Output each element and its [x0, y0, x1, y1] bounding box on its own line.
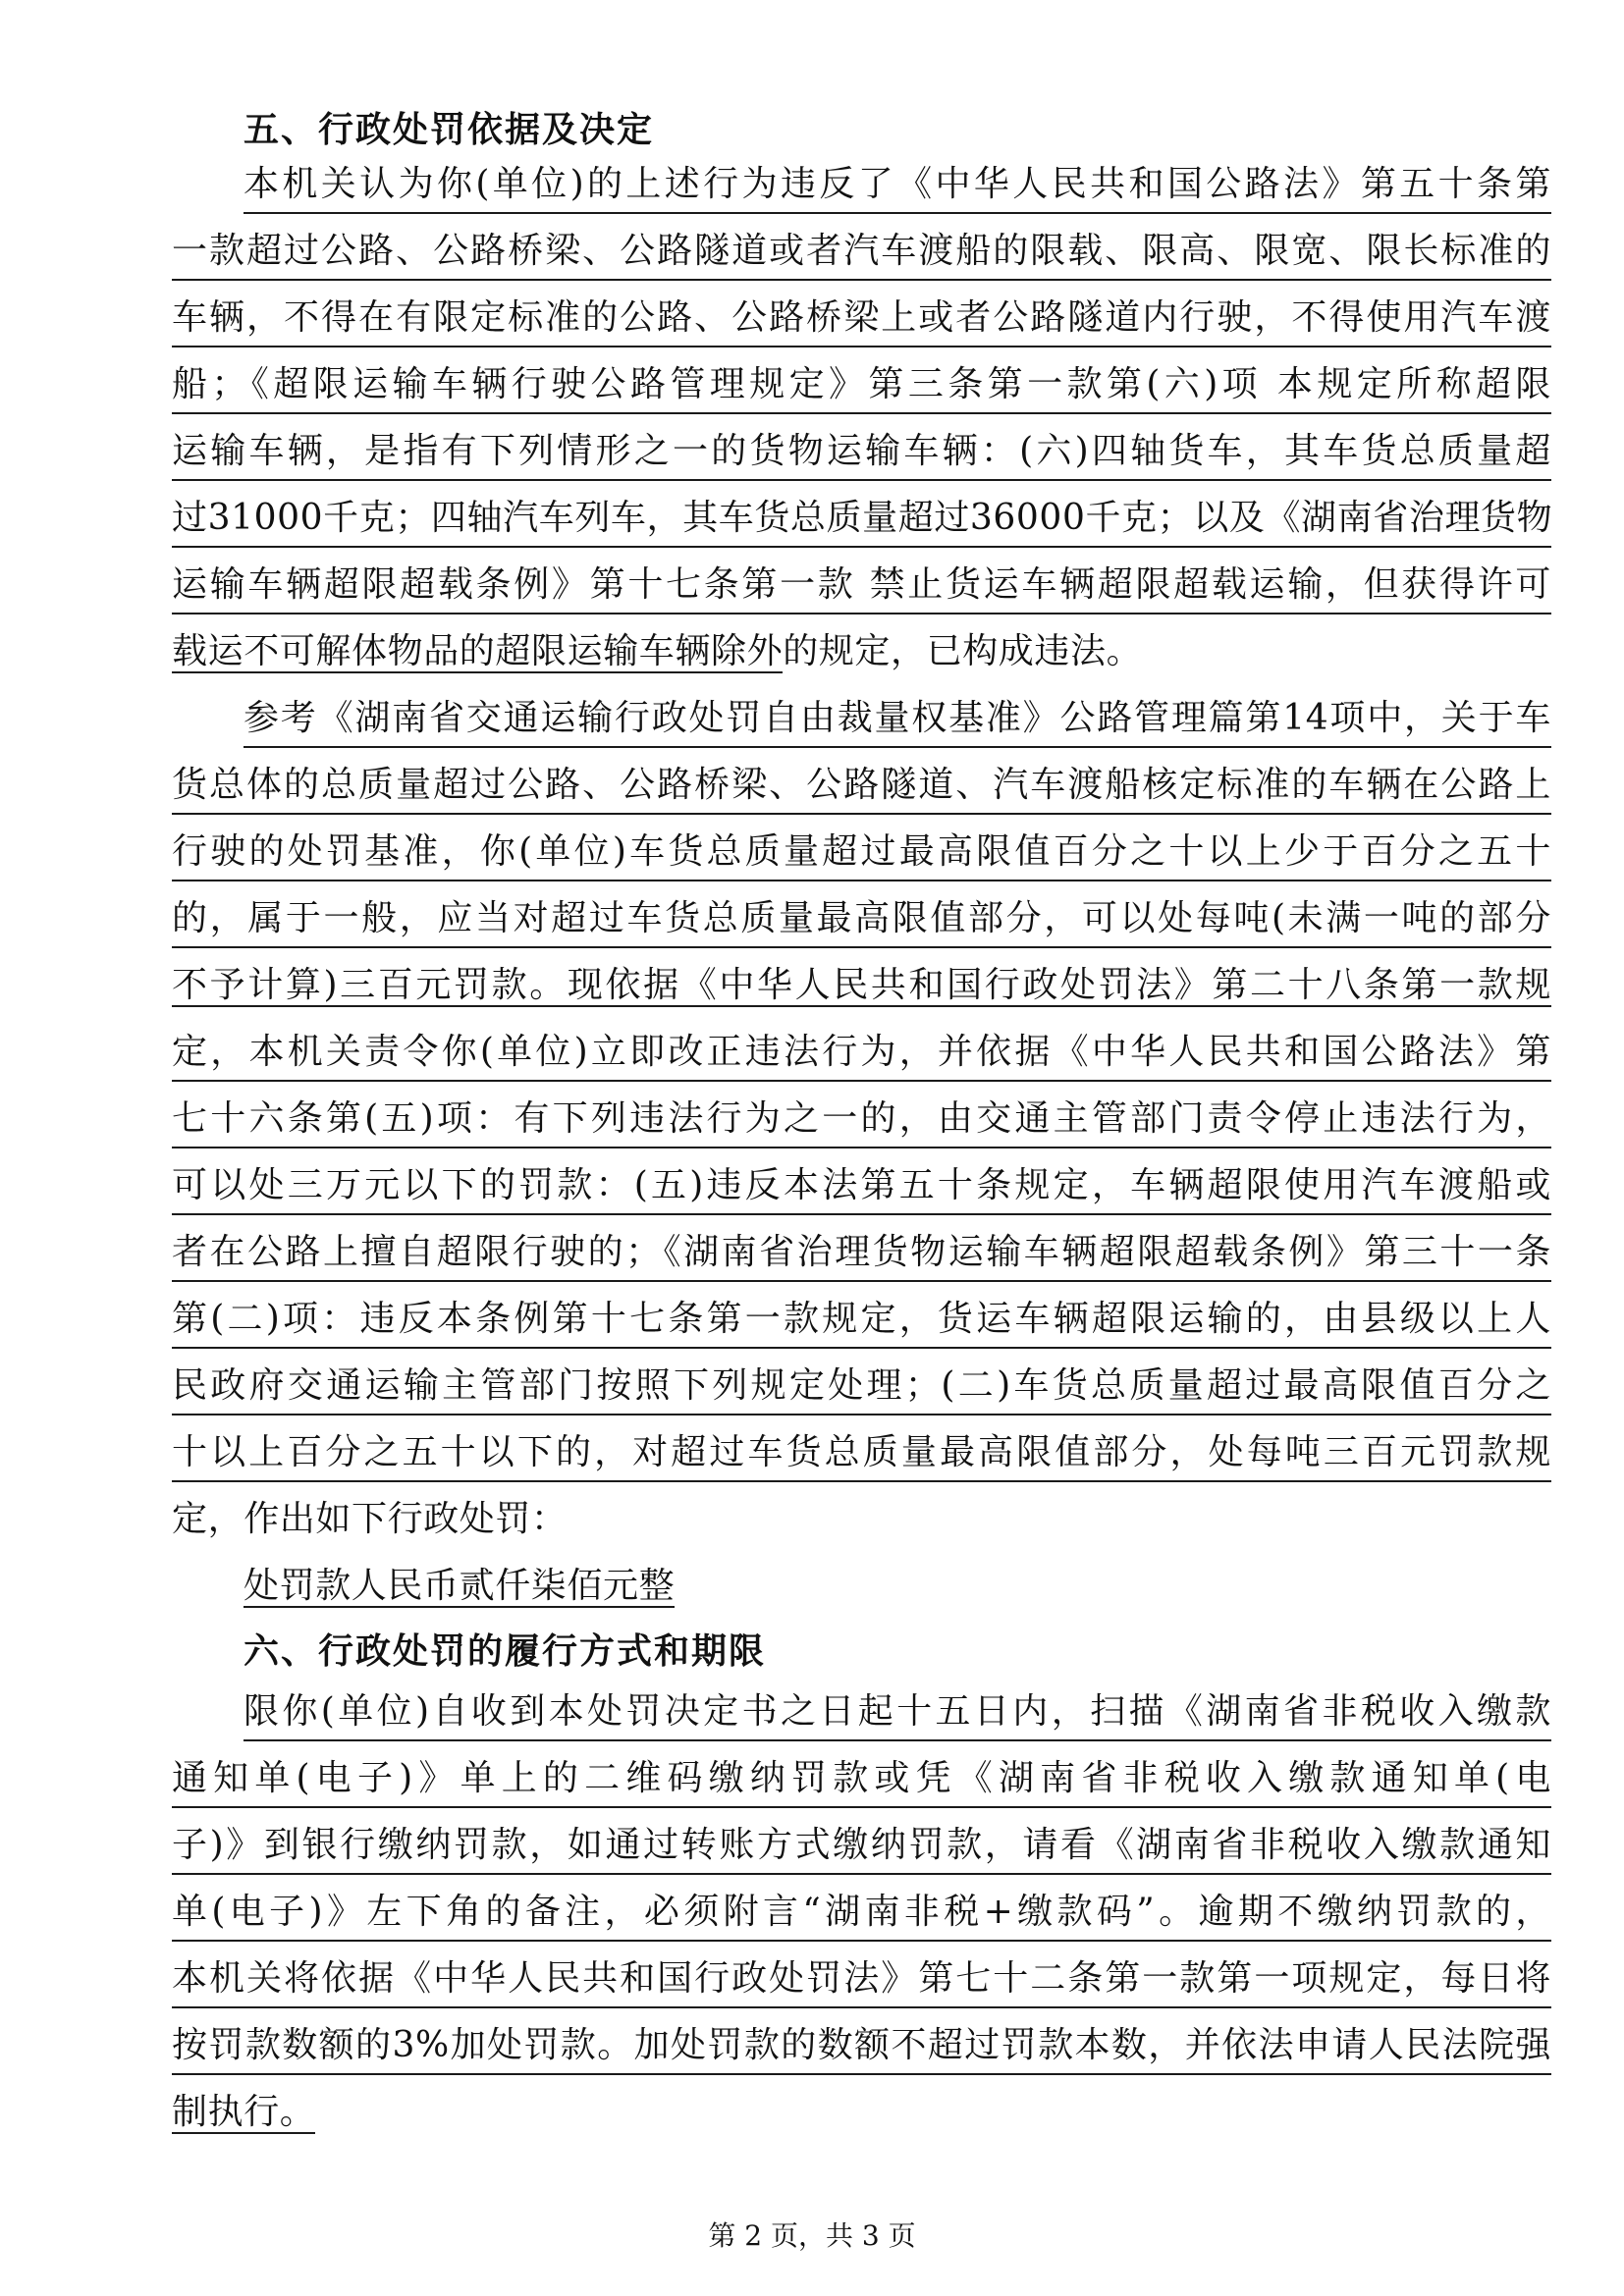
paragraph-line: 定，本机关责令你(单位)立即改正违法行为，并依据《中华人民共和国公路法》第	[172, 1025, 1551, 1082]
paragraph-line: 民政府交通运输主管部门按照下列规定处理；(二)车货总质量超过最高限值百分之	[172, 1359, 1551, 1415]
paragraph-line	[172, 2085, 1551, 2140]
paragraph-line	[172, 958, 1551, 1013]
paragraph-line: 可以处三万元以下的罚款：(五)违反本法第五十条规定，车辆超限使用汽车渡船或	[172, 1158, 1551, 1215]
paragraph-line	[172, 624, 1551, 679]
underlined-text: 制执行。	[172, 2092, 316, 2132]
paragraph-line: 行驶的处罚基准，你(单位)车货总质量超过最高限值百分之十以上少于百分之五十	[172, 825, 1551, 881]
paragraph-line: 一款超过公路、公路桥梁、公路隧道或者汽车渡船的限载、限高、限宽、限长标准的	[172, 224, 1551, 281]
underlined-text: 不予计算)三百元罚款。	[172, 965, 568, 1005]
paragraph-line: 者在公路上擅自超限行驶的；《湖南省治理货物运输车辆超限超载条例》第三十一条	[172, 1225, 1551, 1282]
penalty-line	[244, 1559, 1551, 1614]
paragraph-line: 定，作出如下行政处罚：	[172, 1499, 568, 1539]
underlined-text: 载运不可解体物品的超限运输车辆除外	[172, 631, 784, 671]
plain-text: 的规定，已构成违法。	[783, 631, 1143, 671]
paragraph-line: 运输车辆，是指有下列情形之一的货物运输车辆：(六)四轴货车，其车货总质量超	[172, 424, 1551, 481]
section-heading-6: 六、行政处罚的履行方式和期限	[244, 1630, 767, 1672]
paragraph-line: 的，属于一般，应当对超过车货总质量最高限值部分，可以处每吨(未满一吨的部分	[172, 891, 1551, 948]
paragraph-line: 船；《超限运输车辆行驶公路管理规定》第三条第一款第(六)项 本规定所称超限	[172, 357, 1551, 414]
underlined-text: 现依据《中华人民共和国行政处罚法》第二十八条第一款规	[567, 965, 1551, 1005]
section-heading-5: 五、行政处罚依据及决定	[244, 109, 655, 150]
paragraph-line: 十以上百分之五十以下的，对超过车货总质量最高限值部分，处每吨三百元罚款规	[172, 1425, 1551, 1482]
paragraph-line: 货总体的总质量超过公路、公路桥梁、公路隧道、汽车渡船核定标准的车辆在公路上	[172, 758, 1551, 815]
paragraph-line: 车辆，不得在有限定标准的公路、公路桥梁上或者公路隧道内行驶，不得使用汽车渡	[172, 291, 1551, 347]
paragraph-line: 限你(单位)自收到本处罚决定书之日起十五日内，扫描《湖南省非税收入缴款	[244, 1684, 1551, 1741]
paragraph-line: 参考《湖南省交通运输行政处罚自由裁量权基准》公路管理篇第14项中，关于车	[244, 691, 1551, 748]
paragraph-line: 本机关将依据《中华人民共和国行政处罚法》第七十二条第一款第一项规定，每日将	[172, 1951, 1551, 2008]
page-number: 第 2 页，共 3 页	[708, 2219, 916, 2252]
paragraph-line: 子)》到银行缴纳罚款，如通过转账方式缴纳罚款，请看《湖南省非税收入缴款通知	[172, 1818, 1551, 1875]
paragraph-line: 通知单(电子)》单上的二维码缴纳罚款或凭《湖南省非税收入缴款通知单(电	[172, 1751, 1551, 1808]
paragraph-line: 运输车辆超限超载条例》第十七条第一款 禁止货运车辆超限超载运输，但获得许可	[172, 558, 1551, 614]
paragraph-line: 七十六条第(五)项：有下列违法行为之一的，由交通主管部门责令停止违法行为，	[172, 1092, 1551, 1148]
paragraph-line: 本机关认为你(单位)的上述行为违反了《中华人民共和国公路法》第五十条第	[244, 157, 1551, 214]
paragraph-line: 按罚款数额的3%加处罚款。加处罚款的数额不超过罚款本数，并依法申请人民法院强	[172, 2018, 1551, 2075]
penalty-amount: 处罚款人民币贰仟柒佰元整	[244, 1566, 676, 1606]
paragraph-line: 过31000千克；四轴汽车列车，其车货总质量超过36000千克；以及《湖南省治理货物	[172, 491, 1551, 548]
paragraph-line: 单(电子)》左下角的备注，必须附言“湖南非税+缴款码”。逾期不缴纳罚款的，	[172, 1885, 1551, 1942]
paragraph-line: 第(二)项：违反本条例第十七条第一款规定，货运车辆超限运输的，由县级以上人	[172, 1292, 1551, 1349]
